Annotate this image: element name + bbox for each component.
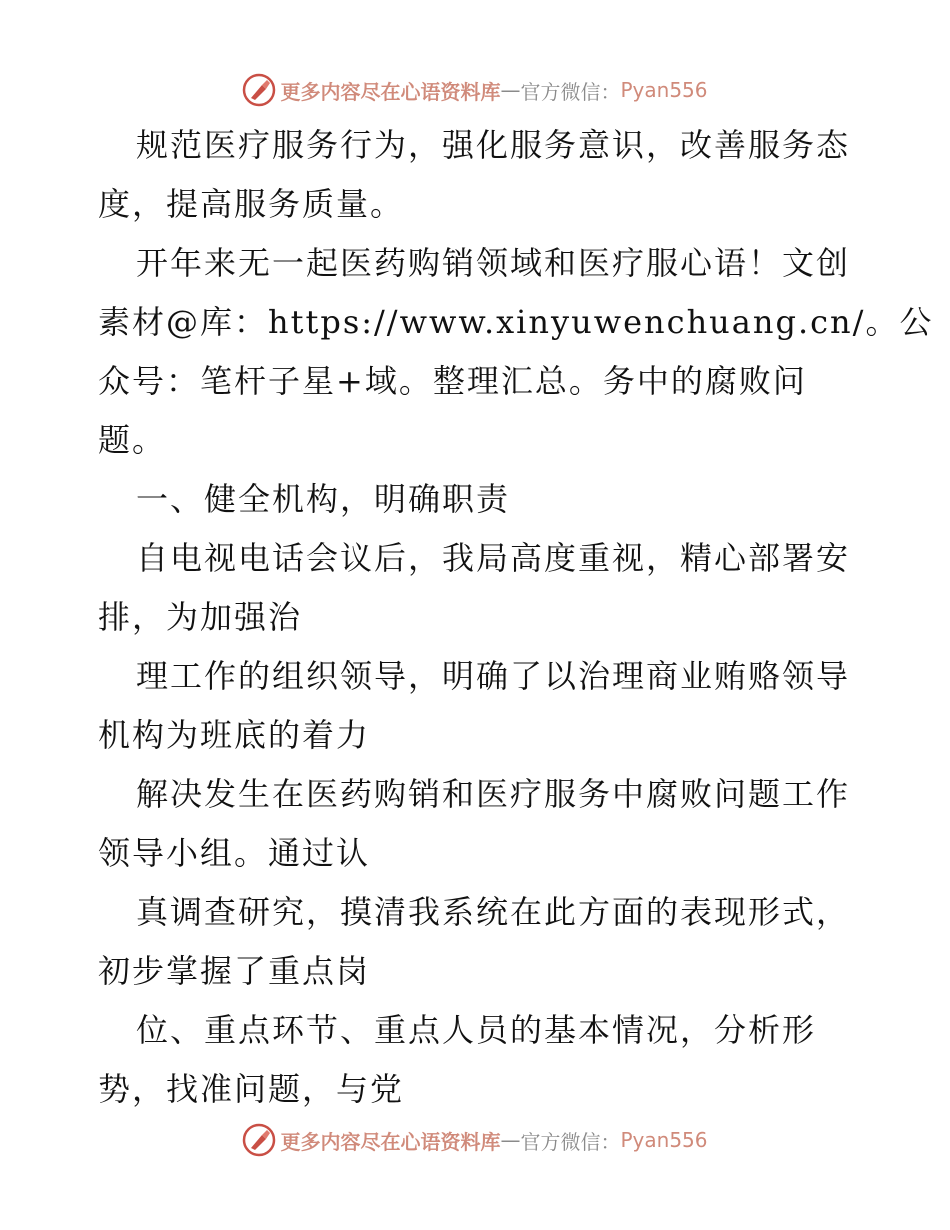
body-line: 解决发生在医药购销和医疗服务中腐败问题工作 bbox=[136, 775, 851, 813]
body-line: 开年来无一起医药购销领域和医疗服心语！文创 bbox=[136, 244, 851, 282]
body-line: 领导小组。通过认 bbox=[98, 834, 371, 872]
separator: — bbox=[500, 78, 521, 102]
body-line: 众号：笔杆子星+域。整理汇总。务中的腐败问 bbox=[98, 362, 807, 400]
body-line: 规范医疗服务行为，强化服务意识，改善服务态 bbox=[136, 126, 851, 164]
body-line: 题。 bbox=[98, 421, 167, 459]
wechat-id: Pyan556 bbox=[620, 1128, 708, 1152]
body-line: 势，找准问题，与党 bbox=[98, 1070, 405, 1108]
body-line: 度，提高服务质量。 bbox=[98, 185, 405, 223]
wechat-label: 官方微信： bbox=[520, 79, 621, 104]
body-line: 位、重点环节、重点人员的基本情况，分析形 bbox=[136, 1011, 817, 1049]
brand-text: 更多内容尽在心语资料库 bbox=[280, 1129, 501, 1154]
pen-nib-logo-icon bbox=[242, 73, 276, 107]
body-line: 自电视电话会议后，我局高度重视，精心部署安 bbox=[136, 539, 851, 577]
brand-text: 更多内容尽在心语资料库 bbox=[280, 79, 501, 104]
body-line: 素材@库：https://www.xinyuwenchuang.cn/。公 bbox=[98, 303, 934, 341]
body-line: 真调查研究，摸清我系统在此方面的表现形式， bbox=[136, 893, 851, 931]
section-heading: 一、健全机构，明确职责 bbox=[136, 480, 511, 518]
footer-watermark bbox=[0, 1120, 950, 1160]
pen-nib-logo-icon bbox=[242, 1123, 276, 1157]
wechat-id: Pyan556 bbox=[620, 78, 708, 102]
header-watermark bbox=[0, 70, 950, 110]
body-line: 排，为加强治 bbox=[98, 598, 303, 636]
body-line: 初步掌握了重点岗 bbox=[98, 952, 371, 990]
body-line: 理工作的组织领导，明确了以治理商业贿赂领导 bbox=[136, 657, 851, 695]
body-line: 机构为班底的着力 bbox=[98, 716, 371, 754]
separator: — bbox=[500, 1128, 521, 1152]
document-body bbox=[98, 116, 934, 1119]
wechat-label: 官方微信： bbox=[520, 1129, 621, 1154]
